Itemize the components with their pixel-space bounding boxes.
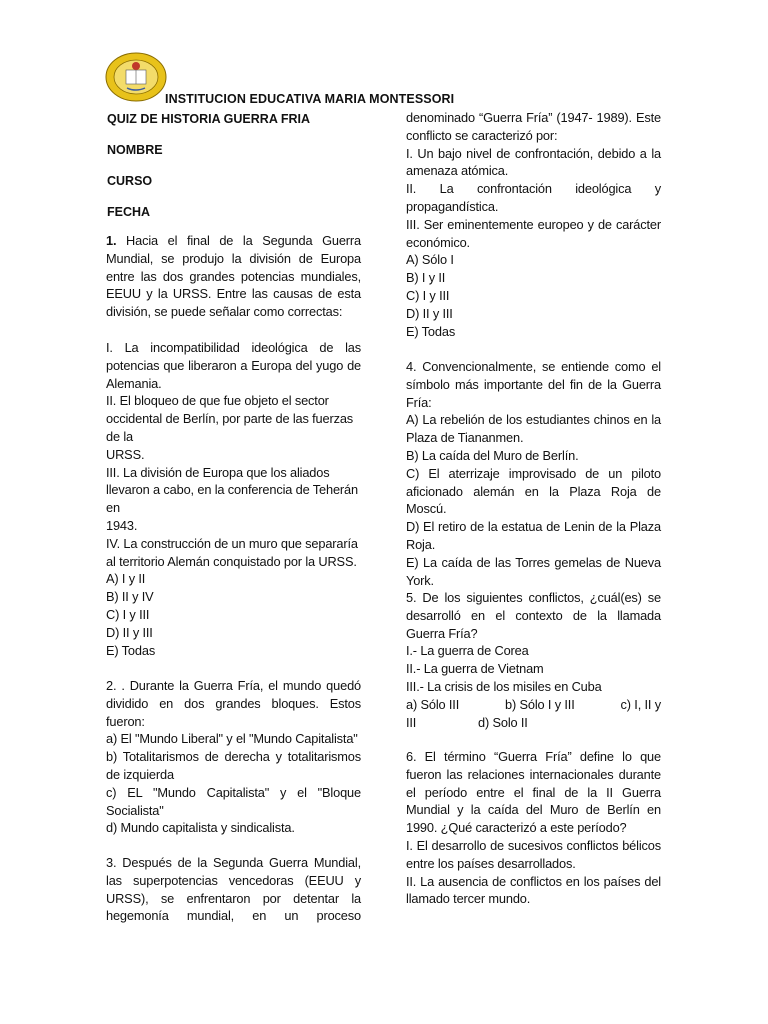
q1-statement-2-end: URSS.: [106, 446, 145, 462]
question-1-prompt: [106, 232, 361, 321]
q3-option-b: B) I y II: [406, 270, 446, 286]
q5-option-d: d) Solo II: [478, 714, 528, 730]
question-5: [406, 589, 661, 731]
q1-statement-3-end: 1943.: [106, 517, 138, 533]
q5-statement-2: II.- La guerra de Vietnam: [406, 661, 544, 677]
q3-option-e: E) Todas: [406, 323, 456, 339]
question-4: [406, 358, 661, 589]
q5-option-c-end: III: [406, 714, 417, 730]
q1-statement-1: I. La incompatibilidad ideológica de las potencias que liberaron a Europa del yugo de Alemania.: [106, 340, 361, 391]
question-2: [106, 677, 361, 837]
q5-option-c: c) I, II y: [620, 696, 661, 712]
q5-options-row: [406, 696, 661, 714]
question-3-continued: [406, 109, 661, 340]
q1-option-e: E) Todas: [106, 642, 156, 658]
q4-option-d: D) El retiro de la estatua de Lenin de la Plaza Roja.: [406, 519, 661, 552]
question-5-prompt: 5. De los siguientes conflictos, ¿cuál(es) se desarrolló en el contexto de la llamada Guerra Fría?: [406, 590, 661, 641]
question-6: [406, 748, 661, 908]
q4-option-a: A) La rebelión de los estudiantes chinos en la Plaza de Tiananmen.: [406, 412, 661, 446]
date-label: FECHA: [107, 205, 151, 219]
q4-option-c: C) El aterrizaje improvisado de un piloto aficionado alemán en la Plaza Roja de Moscú.: [406, 465, 661, 517]
question-1-text: Hacia el final de la Segunda Guerra Mundial, se produjo la división de Europa entre las dos grandes potencias mundiales, EEUU y la URSS. Entre las causas de esta división, se puede señalar como correctas:: [106, 233, 361, 320]
q1-option-a: A) I y II: [106, 571, 146, 587]
question-1-statements: [106, 339, 361, 659]
q3-option-c: C) I y III: [406, 287, 450, 303]
q1-option-b: B) II y IV: [106, 589, 154, 605]
q3-option-d: D) II y III: [406, 305, 453, 321]
quiz-title: QUIZ DE HISTORIA GUERRA FRIA: [107, 112, 311, 126]
q1-option-d: D) II y III: [106, 624, 153, 640]
q5-option-a: a) Sólo III: [406, 696, 460, 712]
q5-statement-1: I.- La guerra de Corea: [406, 643, 529, 659]
q3-statement-3: III. Ser eminentemente europeo y de carácter económico.: [406, 216, 661, 250]
q4-option-e: E) La caída de las Torres gemelas de Nueva York.: [406, 554, 661, 588]
q4-option-b: B) La caída del Muro de Berlín.: [406, 447, 579, 463]
course-label: CURSO: [107, 174, 153, 188]
question-1: [106, 232, 361, 321]
question-3-start: [106, 854, 361, 925]
q5-statement-3: III.- La crisis de los misiles en Cuba: [406, 678, 602, 694]
question-3-prompt-end: denominado “Guerra Fría” (1947- 1989). Este conflicto se caracterizó por:: [406, 110, 661, 143]
q2-option-a: a) El "Mundo Liberal" y el "Mundo Capitalista": [106, 731, 358, 747]
q3-statement-1: I. Un bajo nivel de confrontación, debido a la amenaza atómica.: [406, 145, 661, 179]
q6-statement-2: II. La ausencia de conflictos en los países del llamado tercer mundo.: [406, 873, 661, 907]
q2-option-b: b) Totalitarismos de derecha y totalitarismos de izquierda: [106, 749, 361, 782]
q5-option-b: b) Sólo I y III: [505, 696, 575, 712]
q1-statement-4: IV. La construcción de un muro que separaría al territorio Alemán conquistado por la URSS.: [106, 535, 358, 569]
q1-option-c: C) I y III: [106, 606, 150, 622]
name-label: NOMBRE: [107, 143, 163, 157]
q3-statement-2: II. La confrontación ideológica y propagandística.: [406, 181, 661, 214]
question-3-prompt-start: 3. Después de la Segunda Guerra Mundial, las superpotencias vencedoras (EEUU y URSS), se enfrentaron por detentar la hegemonía mundial, en un proceso: [106, 855, 361, 924]
school-logo: [105, 52, 167, 102]
q2-option-d: d) Mundo capitalista y sindicalista.: [106, 820, 295, 836]
question-2-prompt: 2. . Durante la Guerra Fría, el mundo quedó dividido en dos grandes bloques. Estos fueron:: [106, 678, 361, 729]
question-6-prompt: 6. El término “Guerra Fría” define lo que fueron las relaciones internacionales durante el período entre el final de la II Guerra Mundial y la caída del Muro de Berlín en 1990. ¿Qué caracterizó a este período?: [406, 749, 661, 836]
q2-option-c: c) EL "Mundo Capitalista" y el "Bloque Socialista": [106, 784, 361, 818]
question-1-number: 1.: [106, 233, 117, 248]
q6-statement-1: I. El desarrollo de sucesivos conflictos bélicos entre los países desarrollados.: [406, 837, 661, 871]
q1-statement-2: II. El bloqueo de que fue objeto el sector occidental de Berlín, por parte de las fuerzas de la: [106, 393, 354, 444]
q1-statement-3: III. La división de Europa que los aliados llevaron a cabo, en la conferencia de Teherán en: [106, 464, 358, 516]
question-4-prompt: 4. Convencionalmente, se entiende como el símbolo más importante del fin de la Guerra Fría:: [406, 359, 661, 410]
q5-options-row-2: [406, 714, 661, 732]
q3-option-a: A) Sólo I: [406, 252, 454, 268]
school-name: INSTITUCION EDUCATIVA MARIA MONTESSORI: [165, 92, 455, 106]
